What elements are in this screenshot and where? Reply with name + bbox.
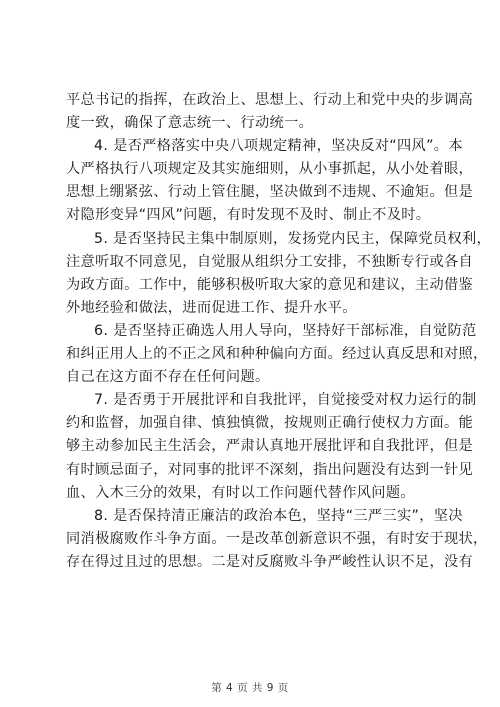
text-line: 对隐形变异“四风”问题，有时发现不及时、制止不及时。 [66,207,431,224]
page-number-footer: 第 4 页 共 9 页 [211,682,289,694]
text-line: 为政方面。工作中，能够积极听取大家的意见和建议，主动借鉴 [66,276,474,293]
text-line: 平总书记的指挥，在政治上、思想上、行动上和党中央的步调高 [66,92,474,108]
text-line: 约和监督，加强自律、慎独慎微，按规则正确行使权力方面。能 [66,415,474,432]
text-line: 注意听取不同意见，自觉服从组织分工安排，不独断专行或各自 [66,253,474,270]
text-line: 思想上绷紧弦、行动上管住腿，坚决做到不违规、不逾矩。但是 [66,184,474,201]
text-line: 有时顾忌面子，对同事的批评不深刻，指出问题没有达到一针见 [66,461,474,478]
text-line: 够主动参加民主生活会，严肃认真地开展批评和自我批评，但是 [66,438,474,455]
text-line: 度一致，确保了意志统一、行动统一。 [66,115,314,132]
text-line: 和纠正用人上的不正之风和种种偏向方面。经过认真反思和对照， [66,346,488,363]
text-line: 自己在这方面不存在任何问题。 [66,369,270,386]
text-line: 外地经验和做法，进而促进工作、提升水平。 [66,299,357,316]
text-line: 同消极腐败作斗争方面。一是改革创新意识不强，有时安于现状， [66,530,488,547]
text-line: 5. 是否坚持民主集中制原则，发扬党内民主，保障党员权利， [94,230,492,247]
text-line: 人严格执行八项规定及其实施细则，从小事抓起，从小处着眼， [66,161,474,178]
text-line: 血、入木三分的效果，有时以工作问题代替作风问题。 [66,484,415,501]
text-line: 7. 是否勇于开展批评和自我批评，自觉接受对权力运行的制 [94,392,477,409]
text-line: 8. 是否保持清正廉洁的政治本色，坚持“三严三实”，坚决 [94,507,463,524]
body-text [66,89,492,574]
text-line: 存在得过且过的思想。二是对反腐败斗争严峻性认识不足，没有 [66,553,474,570]
text-line: 6. 是否坚持正确选人用人导向，坚持好干部标准，自觉防范 [94,322,477,339]
text-line: 4. 是否严格落实中央八项规定精神，坚决反对“四风”。本 [94,138,463,155]
